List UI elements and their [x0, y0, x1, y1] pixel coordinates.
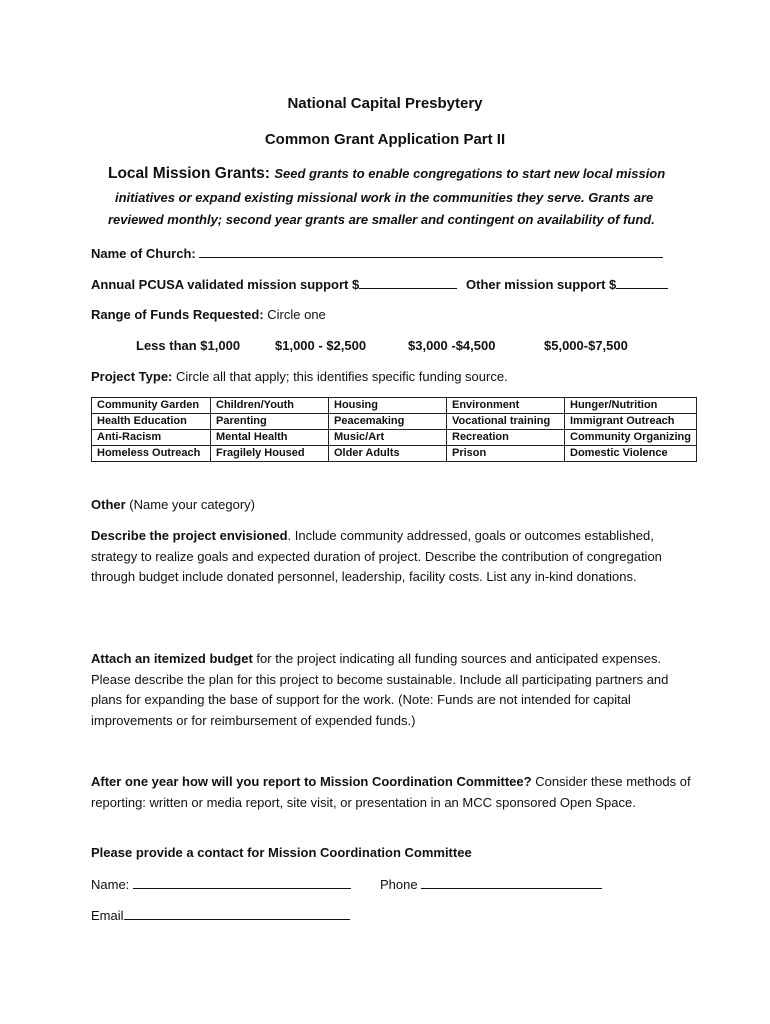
other-support-input[interactable]: [616, 276, 668, 289]
other-support-label: Other mission support $: [466, 277, 617, 292]
intro-text-2: initiatives or expand existing missional work in the communities they serve. Grants are: [115, 190, 654, 205]
project-type-cell[interactable]: Recreation: [447, 430, 565, 446]
report-paragraph: [91, 772, 691, 813]
intro-line-1: [108, 165, 665, 183]
project-type-label: Project Type:: [91, 369, 173, 384]
contact-email-label: Email: [91, 908, 124, 923]
project-type-cell[interactable]: Immigrant Outreach: [565, 414, 697, 430]
project-type-cell[interactable]: Children/Youth: [211, 398, 329, 414]
project-type-cell[interactable]: Domestic Violence: [565, 446, 697, 462]
other-category: [91, 497, 255, 512]
project-type-cell[interactable]: Vocational training: [447, 414, 565, 430]
pcusa-support-input[interactable]: [359, 276, 457, 289]
range-option-4[interactable]: $5,000-$7,500: [544, 338, 628, 353]
project-type-hint: Circle all that apply; this identifies specific funding source.: [176, 369, 508, 384]
contact-heading: Please provide a contact for Mission Coordination Committee: [91, 845, 472, 860]
contact-phone-field: [380, 876, 602, 892]
project-type-cell[interactable]: Music/Art: [329, 430, 447, 446]
range-option-1[interactable]: Less than $1,000: [136, 338, 241, 353]
range-label: Range of Funds Requested:: [91, 307, 264, 322]
table-row: [92, 446, 697, 462]
other-hint: (Name your category): [129, 497, 256, 512]
project-type-cell[interactable]: Fragilely Housed: [211, 446, 329, 462]
budget-body: for the project indicating all funding sources and anticipated expenses. Please describe the plan for this project to become sustainable. Include all participating partners and plans for expanding the base of support for the work. (Note: Funds are not intended for capital improvements or for reimbursement of expended funds.): [91, 651, 669, 728]
project-type-cell[interactable]: Community Garden: [92, 398, 211, 414]
form-title: Common Grant Application Part II: [264, 131, 506, 148]
contact-email-input[interactable]: [124, 907, 350, 920]
contact-name-label: Name:: [91, 877, 130, 892]
contact-email-field: [91, 907, 350, 923]
pcusa-support-field: [91, 276, 457, 292]
org-title: National Capital Presbytery: [287, 95, 483, 112]
project-type-cell[interactable]: Mental Health: [211, 430, 329, 446]
report-body: Consider these methods of reporting: written or media report, site visit, or presentation in an MCC sponsored Open Space.: [91, 774, 691, 810]
table-row: [92, 430, 697, 446]
contact-name-field: [91, 876, 351, 892]
project-type-cell[interactable]: Community Organizing: [565, 430, 697, 446]
intro-text-1: Seed grants to enable congregations to start new local mission: [274, 166, 666, 181]
describe-lead: Describe the project envisioned: [91, 528, 288, 543]
project-type-cell[interactable]: Peacemaking: [329, 414, 447, 430]
project-type-cell[interactable]: Housing: [329, 398, 447, 414]
other-support-field: [466, 276, 668, 292]
intro-text-3: reviewed monthly; second year grants are smaller and contingent on availability of fund.: [108, 212, 655, 227]
pcusa-support-label: Annual PCUSA validated mission support $: [91, 277, 360, 292]
other-label: Other: [91, 497, 126, 512]
project-type-cell[interactable]: Prison: [447, 446, 565, 462]
table-row: [92, 414, 697, 430]
church-input[interactable]: [199, 245, 663, 258]
church-field: [91, 245, 663, 261]
range-heading: [91, 307, 326, 322]
project-type-cell[interactable]: Hunger/Nutrition: [565, 398, 697, 414]
intro-lead: Local Mission Grants:: [108, 165, 270, 182]
project-type-cell[interactable]: Anti-Racism: [92, 430, 211, 446]
project-type-table: [91, 397, 697, 462]
table-row: [92, 398, 697, 414]
project-type-cell[interactable]: Homeless Outreach: [92, 446, 211, 462]
project-type-cell[interactable]: Older Adults: [329, 446, 447, 462]
range-option-3[interactable]: $3,000 -$4,500: [408, 338, 496, 353]
describe-body: . Include community addressed, goals or outcomes established, strategy to realize goals and expected duration of project. Describe the contribution of congregation through budget include donated personnel, leadership, facility costs. List any in-kind donations.: [91, 528, 662, 584]
contact-phone-input[interactable]: [421, 876, 602, 889]
budget-lead: Attach an itemized budget: [91, 651, 253, 666]
range-hint: Circle one: [267, 307, 326, 322]
project-type-cell[interactable]: Parenting: [211, 414, 329, 430]
project-type-cell[interactable]: Health Education: [92, 414, 211, 430]
range-option-2[interactable]: $1,000 - $2,500: [275, 338, 367, 353]
project-type-heading: [91, 369, 508, 384]
contact-name-input[interactable]: [133, 876, 351, 889]
project-type-cell[interactable]: Environment: [447, 398, 565, 414]
church-label: Name of Church:: [91, 246, 196, 261]
describe-paragraph: [91, 526, 691, 588]
report-lead: After one year how will you report to Mission Coordination Committee?: [91, 774, 532, 789]
budget-paragraph: [91, 649, 691, 731]
contact-phone-label: Phone: [380, 877, 418, 892]
